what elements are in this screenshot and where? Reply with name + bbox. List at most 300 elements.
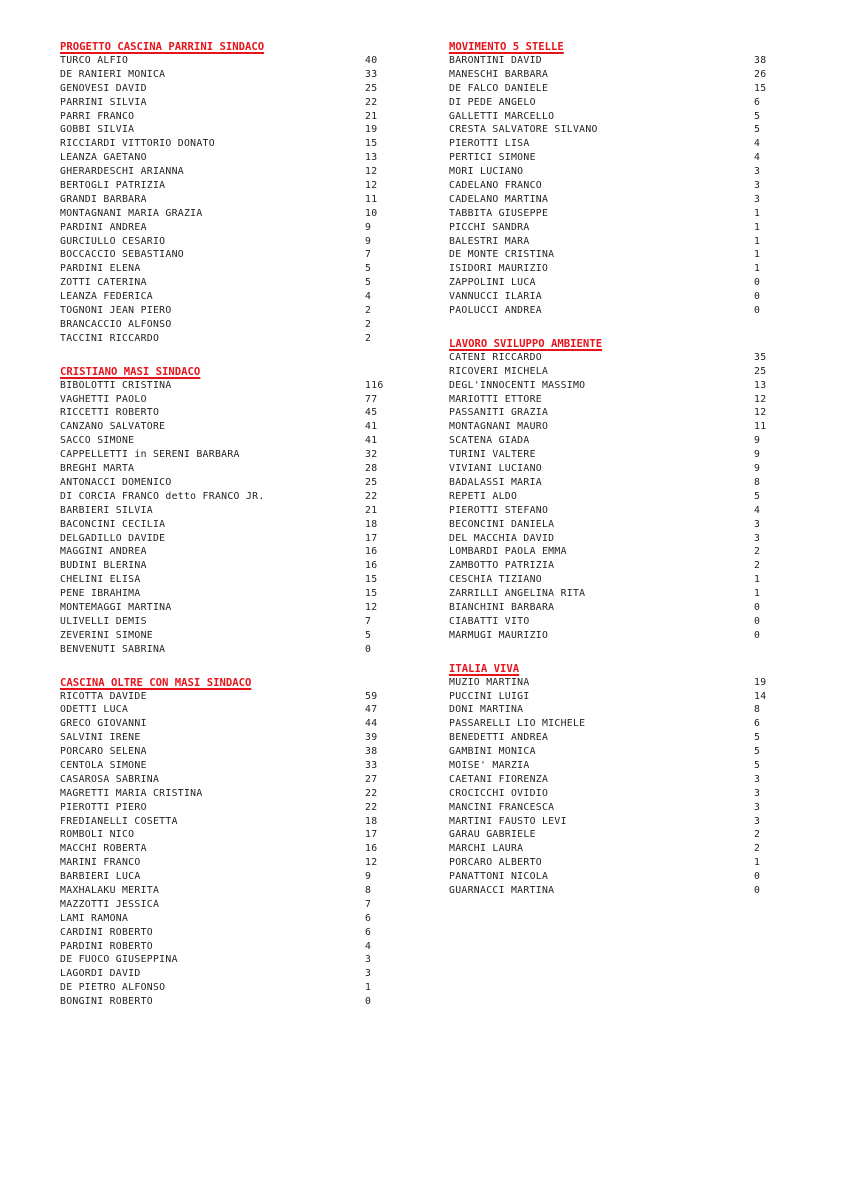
candidate-votes: 5 (365, 629, 372, 641)
candidate-name: GAMBINI MONICA (449, 746, 536, 758)
candidate-row (60, 165, 390, 179)
right-column (449, 40, 779, 917)
candidate-row (60, 884, 390, 898)
candidate-name: PANATTONI NICOLA (449, 871, 549, 883)
candidate-name: BIBOLOTTI CRISTINA (60, 379, 172, 391)
candidate-votes: 3 (365, 968, 372, 980)
candidate-name: MAGGINI ANDREA (60, 546, 147, 558)
candidate-row (449, 462, 779, 476)
candidate-votes: 12 (365, 857, 378, 869)
candidate-row (60, 137, 390, 151)
candidate-votes: 26 (754, 68, 767, 80)
candidate-row (60, 545, 390, 559)
candidate-votes: 5 (754, 746, 761, 758)
candidate-votes: 12 (365, 166, 378, 178)
candidate-row (449, 587, 779, 601)
candidate-row (449, 601, 779, 615)
candidate-row (449, 151, 779, 165)
candidate-name: GENOVESI DAVID (60, 82, 147, 94)
candidate-name: ANTONACCI DOMENICO (60, 476, 172, 488)
candidate-name: MARCHI LAURA (449, 843, 524, 855)
candidate-name: PARRI FRANCO (60, 110, 135, 122)
candidate-votes: 8 (754, 704, 761, 716)
candidate-name: ODETTI LUCA (60, 704, 129, 716)
candidate-votes: 0 (754, 871, 761, 883)
candidate-name: PARDINI ANDREA (60, 221, 147, 233)
candidate-row (60, 518, 390, 532)
candidate-votes: 1 (754, 857, 761, 869)
candidate-name: MANCINI FRANCESCA (449, 801, 555, 813)
candidate-votes: 0 (754, 291, 761, 303)
candidate-name: VIVIANI LUCIANO (449, 463, 542, 475)
candidate-row (449, 248, 779, 262)
candidate-name: VAGHETTI PAOLO (60, 393, 147, 405)
candidate-row (449, 828, 779, 842)
candidate-row (60, 123, 390, 137)
candidate-votes: 39 (365, 732, 378, 744)
candidate-row (449, 703, 779, 717)
candidate-votes: 5 (365, 277, 372, 289)
candidate-row (60, 870, 390, 884)
candidate-name: MAGRETTI MARIA CRISTINA (60, 787, 203, 799)
candidate-votes: 3 (754, 518, 761, 530)
candidate-name: DELGADILLO DAVIDE (60, 532, 166, 544)
candidate-name: PIEROTTI LISA (449, 138, 530, 150)
candidate-votes: 12 (365, 601, 378, 613)
candidate-votes: 6 (365, 912, 372, 924)
candidate-votes: 5 (754, 759, 761, 771)
candidate-name: DI PEDE ANGELO (449, 96, 536, 108)
candidate-votes: 15 (365, 588, 378, 600)
candidate-votes: 33 (365, 759, 378, 771)
candidate-name: ULIVELLI DEMIS (60, 615, 147, 627)
candidate-votes: 5 (365, 263, 372, 275)
candidate-votes: 22 (365, 96, 378, 108)
candidate-row (60, 235, 390, 249)
candidate-votes: 17 (365, 532, 378, 544)
candidate-row (449, 448, 779, 462)
party-list-cristiano-masi-sindaco (60, 365, 390, 657)
candidate-votes: 16 (365, 560, 378, 572)
candidate-votes: 3 (754, 801, 761, 813)
candidate-name: GRECO GIOVANNI (60, 718, 147, 730)
candidate-name: BERTOGLI PATRIZIA (60, 180, 166, 192)
candidate-votes: 22 (365, 801, 378, 813)
candidate-votes: 1 (754, 249, 761, 261)
candidate-name: ISIDORI MAURIZIO (449, 263, 549, 275)
candidate-votes: 1 (754, 263, 761, 275)
candidate-votes: 9 (365, 235, 372, 247)
candidate-name: CROCICCHI OVIDIO (449, 787, 549, 799)
candidate-name: FREDIANELLI COSETTA (60, 815, 178, 827)
candidate-name: CANZANO SALVATORE (60, 421, 166, 433)
candidate-row (449, 290, 779, 304)
candidate-name: DE RANIERI MONICA (60, 68, 166, 80)
candidate-name: BARBIERI SILVIA (60, 504, 153, 516)
candidate-votes: 8 (365, 884, 372, 896)
candidate-row (449, 82, 779, 96)
candidate-votes: 0 (754, 305, 761, 317)
candidate-row (60, 207, 390, 221)
candidate-name: GHERARDESCHI ARIANNA (60, 166, 184, 178)
candidate-row (449, 54, 779, 68)
candidate-row (60, 82, 390, 96)
candidate-name: RICCIARDI VITTORIO DONATO (60, 138, 215, 150)
candidate-row (60, 179, 390, 193)
candidate-name: BOCCACCIO SEBASTIANO (60, 249, 184, 261)
candidate-name: MONTAGNANI MARIA GRAZIA (60, 207, 203, 219)
candidate-name: BARBIERI LUCA (60, 871, 141, 883)
candidate-votes: 41 (365, 421, 378, 433)
candidate-row (60, 615, 390, 629)
candidate-row (449, 717, 779, 731)
candidate-row (449, 676, 779, 690)
candidate-votes: 22 (365, 787, 378, 799)
candidate-row (449, 276, 779, 290)
candidate-votes: 1 (754, 221, 761, 233)
candidate-votes: 2 (365, 332, 372, 344)
candidate-row (60, 967, 390, 981)
candidate-votes: 3 (365, 954, 372, 966)
candidate-votes: 13 (365, 152, 378, 164)
candidate-votes: 0 (754, 629, 761, 641)
candidate-votes: 3 (754, 532, 761, 544)
candidate-votes: 9 (754, 463, 761, 475)
candidate-votes: 9 (754, 449, 761, 461)
candidate-name: BALESTRI MARA (449, 235, 530, 247)
candidate-row (449, 96, 779, 110)
candidate-votes: 12 (754, 407, 767, 419)
candidate-name: MACCHI ROBERTA (60, 843, 147, 855)
candidate-row (449, 573, 779, 587)
candidate-votes: 4 (365, 291, 372, 303)
candidate-row (449, 393, 779, 407)
candidate-name: CHELINI ELISA (60, 574, 141, 586)
candidate-votes: 7 (365, 898, 372, 910)
candidate-row (60, 629, 390, 643)
candidate-name: BREGHI MARTA (60, 463, 135, 475)
candidate-row (60, 248, 390, 262)
candidate-votes: 9 (365, 221, 372, 233)
candidate-votes: 25 (365, 82, 378, 94)
candidate-votes: 19 (365, 124, 378, 136)
candidate-votes: 38 (365, 746, 378, 758)
candidate-votes: 25 (365, 476, 378, 488)
candidate-name: CRESTA SALVATORE SILVANO (449, 124, 598, 136)
candidate-row (449, 476, 779, 490)
candidate-row (60, 587, 390, 601)
party-list-lavoro-sviluppo-ambiente (449, 337, 779, 643)
candidate-name: LAMI RAMONA (60, 912, 129, 924)
candidate-row (60, 690, 390, 704)
party-list-progetto-cascina-parrini-sindaco (60, 40, 390, 346)
candidate-name: REPETI ALDO (449, 490, 518, 502)
candidate-name: MORI LUCIANO (449, 166, 524, 178)
candidate-row (60, 731, 390, 745)
candidate-votes: 5 (754, 110, 761, 122)
candidate-name: ZEVERINI SIMONE (60, 629, 153, 641)
candidate-votes: 1 (754, 574, 761, 586)
candidate-name: ROMBOLI NICO (60, 829, 135, 841)
candidate-votes: 2 (754, 546, 761, 558)
candidate-votes: 3 (754, 180, 761, 192)
candidate-votes: 3 (754, 773, 761, 785)
party-list-movimento-5-stelle (449, 40, 779, 318)
candidate-row (60, 420, 390, 434)
candidate-name: ZAPPOLINI LUCA (449, 277, 536, 289)
candidate-row (449, 759, 779, 773)
candidate-votes: 17 (365, 829, 378, 841)
candidate-votes: 0 (754, 601, 761, 613)
candidate-name: PIEROTTI STEFANO (449, 504, 549, 516)
candidate-row (449, 379, 779, 393)
candidate-name: BRANCACCIO ALFONSO (60, 318, 172, 330)
candidate-name: BARONTINI DAVID (449, 55, 542, 66)
candidate-name: DE PIETRO ALFONSO (60, 982, 166, 994)
candidate-name: BECONCINI DANIELA (449, 518, 555, 530)
candidate-name: TURCO ALFIO (60, 55, 129, 66)
candidate-row (449, 221, 779, 235)
candidate-row (60, 759, 390, 773)
candidate-row (449, 884, 779, 898)
candidate-votes: 6 (754, 96, 761, 108)
candidate-name: RICCETTI ROBERTO (60, 407, 160, 419)
candidate-name: MARIOTTI ETTORE (449, 393, 542, 405)
candidate-votes: 5 (754, 124, 761, 136)
candidate-row (449, 193, 779, 207)
candidate-votes: 4 (754, 152, 761, 164)
candidate-name: PORCARO SELENA (60, 746, 147, 758)
candidate-name: DE FUOCO GIUSEPPINA (60, 954, 178, 966)
candidate-name: GALLETTI MARCELLO (449, 110, 555, 122)
candidate-row (60, 601, 390, 615)
candidate-name: LEANZA GAETANO (60, 152, 147, 164)
candidate-name: CESCHIA TIZIANO (449, 574, 542, 586)
candidate-votes: 33 (365, 68, 378, 80)
candidate-name: LOMBARDI PAOLA EMMA (449, 546, 567, 558)
candidate-name: MARTINI FAUSTO LEVI (449, 815, 567, 827)
candidate-votes: 32 (365, 449, 378, 461)
candidate-name: ZARRILLI ANGELINA RITA (449, 588, 586, 600)
candidate-row (60, 703, 390, 717)
candidate-name: DEL MACCHIA DAVID (449, 532, 555, 544)
candidate-row (60, 717, 390, 731)
candidate-votes: 25 (754, 365, 767, 377)
candidate-name: DE MONTE CRISTINA (449, 249, 555, 261)
candidate-votes: 18 (365, 518, 378, 530)
candidate-row (60, 304, 390, 318)
party-title: CASCINA OLTRE CON MASI SINDACO (60, 676, 252, 689)
candidate-row (60, 262, 390, 276)
candidate-votes: 0 (754, 277, 761, 289)
candidate-row (449, 137, 779, 151)
candidate-name: GUARNACCI MARTINA (449, 884, 555, 896)
candidate-name: VANNUCCI ILARIA (449, 291, 542, 303)
candidate-name: MAZZOTTI JESSICA (60, 898, 160, 910)
candidate-votes: 2 (365, 318, 372, 330)
candidate-votes: 5 (754, 732, 761, 744)
candidate-name: TABBITA GIUSEPPE (449, 207, 549, 219)
candidate-row (60, 406, 390, 420)
candidate-row (60, 898, 390, 912)
candidate-name: CADELANO FRANCO (449, 180, 542, 192)
candidate-votes: 15 (365, 138, 378, 150)
candidate-row (60, 193, 390, 207)
candidate-row (60, 815, 390, 829)
candidate-name: PAOLUCCI ANDREA (449, 305, 542, 317)
candidate-row (60, 96, 390, 110)
candidate-name: CATENI RICCARDO (449, 351, 542, 363)
candidate-name: BADALASSI MARIA (449, 476, 542, 488)
candidate-row (449, 559, 779, 573)
candidate-votes: 4 (754, 138, 761, 150)
candidate-name: GURCIULLO CESARIO (60, 235, 166, 247)
candidate-votes: 7 (365, 615, 372, 627)
candidate-votes: 0 (754, 884, 761, 896)
candidate-row (449, 773, 779, 787)
candidate-votes: 15 (365, 574, 378, 586)
candidate-row (449, 179, 779, 193)
candidate-votes: 0 (365, 643, 372, 655)
candidate-name: DEGL'INNOCENTI MASSIMO (449, 379, 586, 391)
candidate-name: CADELANO MARTINA (449, 193, 549, 205)
candidate-name: CENTOLA SIMONE (60, 759, 147, 771)
candidate-votes: 9 (754, 435, 761, 447)
candidate-row (60, 221, 390, 235)
candidate-name: MARMUGI MAURIZIO (449, 629, 549, 641)
candidate-row (449, 351, 779, 365)
candidate-row (449, 842, 779, 856)
candidate-row (449, 365, 779, 379)
candidate-votes: 38 (754, 55, 767, 66)
candidate-name: BIANCHINI BARBARA (449, 601, 555, 613)
candidate-row (449, 504, 779, 518)
candidate-row (60, 745, 390, 759)
candidate-name: GRANDI BARBARA (60, 193, 147, 205)
candidate-votes: 9 (365, 871, 372, 883)
candidate-name: BACONCINI CECILIA (60, 518, 166, 530)
candidate-name: MONTAGNANI MAURO (449, 421, 549, 433)
candidate-name: LEANZA FEDERICA (60, 291, 153, 303)
candidate-name: SCATENA GIADA (449, 435, 530, 447)
candidate-votes: 0 (754, 615, 761, 627)
candidate-row (60, 393, 390, 407)
candidate-name: TURINI VALTERE (449, 449, 536, 461)
candidate-votes: 2 (754, 843, 761, 855)
candidate-votes: 2 (754, 829, 761, 841)
candidate-row (60, 54, 390, 68)
candidate-name: SALVINI IRENE (60, 732, 141, 744)
candidate-name: PENE IBRAHIMA (60, 588, 141, 600)
candidate-votes: 15 (754, 82, 767, 94)
candidate-name: MANESCHI BARBARA (449, 68, 549, 80)
candidate-name: MOISE' MARZIA (449, 759, 530, 771)
candidate-votes: 59 (365, 690, 378, 702)
candidate-votes: 4 (365, 940, 372, 952)
candidate-row (60, 379, 390, 393)
candidate-votes: 14 (754, 690, 767, 702)
candidate-row (60, 434, 390, 448)
candidate-name: RICOVERI MICHELA (449, 365, 549, 377)
candidate-row (60, 801, 390, 815)
candidate-name: DI CORCIA FRANCO detto FRANCO JR. (60, 490, 265, 502)
candidate-name: CAETANI FIORENZA (449, 773, 549, 785)
candidate-name: ZAMBOTTO PATRIZIA (449, 560, 555, 572)
candidate-row (449, 207, 779, 221)
candidate-row (449, 745, 779, 759)
candidate-row (449, 532, 779, 546)
candidate-row (60, 981, 390, 995)
candidate-row (60, 504, 390, 518)
candidate-name: GARAU GABRIELE (449, 829, 536, 841)
candidate-name: PICCHI SANDRA (449, 221, 530, 233)
candidate-votes: 1 (754, 207, 761, 219)
candidate-row (60, 448, 390, 462)
candidate-row (449, 434, 779, 448)
party-title: PROGETTO CASCINA PARRINI SINDACO (60, 41, 265, 53)
candidate-votes: 35 (754, 351, 767, 363)
candidate-name: PARDINI ROBERTO (60, 940, 153, 952)
candidate-votes: 12 (754, 393, 767, 405)
candidate-votes: 47 (365, 704, 378, 716)
candidate-row (60, 110, 390, 124)
candidate-votes: 5 (754, 490, 761, 502)
party-list-italia-viva (449, 662, 779, 898)
candidate-row (449, 856, 779, 870)
left-column (60, 40, 390, 1028)
candidate-name: MUZIO MARTINA (449, 676, 530, 688)
candidate-row (60, 151, 390, 165)
candidate-name: PUCCINI LUIGI (449, 690, 530, 702)
candidate-name: BENEDETTI ANDREA (449, 732, 549, 744)
candidate-votes: 6 (754, 718, 761, 730)
candidate-name: RICOTTA DAVIDE (60, 690, 147, 702)
candidate-row (60, 532, 390, 546)
candidate-votes: 3 (754, 166, 761, 178)
candidate-row (60, 490, 390, 504)
candidate-name: PARDINI ELENA (60, 263, 141, 275)
candidate-row (60, 912, 390, 926)
candidate-row (60, 332, 390, 346)
candidate-row (60, 559, 390, 573)
candidate-name: GOBBI SILVIA (60, 124, 135, 136)
party-title: MOVIMENTO 5 STELLE (449, 41, 564, 53)
candidate-row (60, 573, 390, 587)
candidate-row (60, 276, 390, 290)
candidate-name: TOGNONI JEAN PIERO (60, 305, 172, 317)
candidate-votes: 10 (365, 207, 378, 219)
candidate-row (449, 815, 779, 829)
candidate-name: PARRINI SILVIA (60, 96, 147, 108)
candidate-votes: 8 (754, 476, 761, 488)
candidate-votes: 11 (365, 193, 378, 205)
candidate-name: CIABATTI VITO (449, 615, 530, 627)
candidate-name: CASAROSA SABRINA (60, 773, 160, 785)
candidate-votes: 7 (365, 249, 372, 261)
party-title: LAVORO SVILUPPO AMBIENTE (449, 337, 603, 350)
candidate-name: PASSANITI GRAZIA (449, 407, 549, 419)
candidate-row (60, 773, 390, 787)
candidate-votes: 116 (365, 379, 384, 391)
candidate-row (449, 123, 779, 137)
candidate-name: DE FALCO DANIELE (449, 82, 549, 94)
candidate-row (60, 926, 390, 940)
candidate-name: MONTEMAGGI MARTINA (60, 601, 172, 613)
candidate-row (449, 615, 779, 629)
candidate-votes: 21 (365, 110, 378, 122)
candidate-votes: 16 (365, 546, 378, 558)
candidate-row (449, 68, 779, 82)
